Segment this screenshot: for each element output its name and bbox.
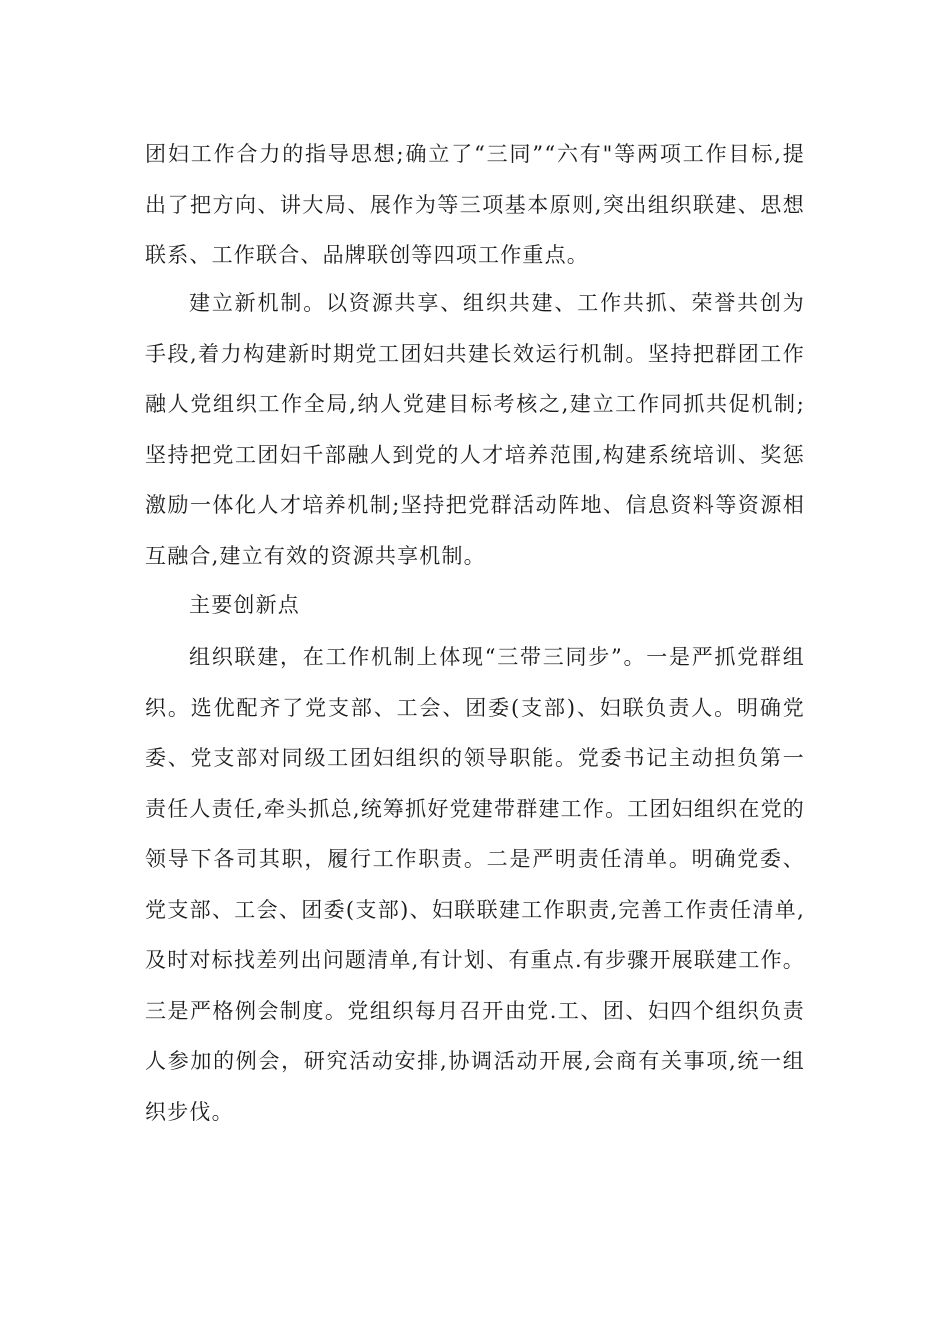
document-heading-block xyxy=(145,580,805,631)
paragraph-new-mechanism: 建立新机制。以资源共享、组织共建、工作共抓、荣誉共创为手段,着力构建新时期党工团妇共建长效运行机制。坚持把群团工作融人党组织工作全局,纳人党建目标考核之,建立工作同抓共促机制;坚持把党工团妇千部融人到党的人才培养范围,构建系统培训、奖惩激励一体化人才培养机制;坚持把党群活动阵地、信息资料等资源相互融合,建立有效的资源共享机制。 xyxy=(145,291,805,568)
section-heading: 主要创新点 xyxy=(189,593,300,617)
document-body-section-2 xyxy=(145,278,805,581)
document-body-section-3 xyxy=(145,632,805,1137)
document-body xyxy=(145,129,805,281)
paragraph-continuation: 团妇工作合力的指导思想;确立了“三同”“六有"等两项工作目标,提出了把方向、讲大局、展作为等三项基本原则,突出组织联建、思想联系、工作联合、品牌联创等四项工作重点。 xyxy=(145,142,805,267)
paragraph-organization-joint-building: 组织联建，在工作机制上体现“三带三同步”。一是严抓党群组织。选优配齐了党支部、工会、团委(支部)、妇联负责人。明确党委、党支部对同级工团妇组织的领导职能。党委书记主动担负第一责任人责任,牵头抓总,统筹抓好党建带群建工作。工团妇组织在党的领导下各司其职，履行工作职责。二是严明责任清单。明确党委、党支部、工会、团委(支部)、妇联联建工作职责,完善工作责任清单,及时对标找差列出问题清单,有计划、有重点.有步骤开展联建工作。三是严格例会制度。党组织每月召开由党.工、团、妇四个组织负责人参加的例会，研究活动安排,协调活动开展,会商有关事项,统一组织步伐。 xyxy=(145,645,805,1124)
